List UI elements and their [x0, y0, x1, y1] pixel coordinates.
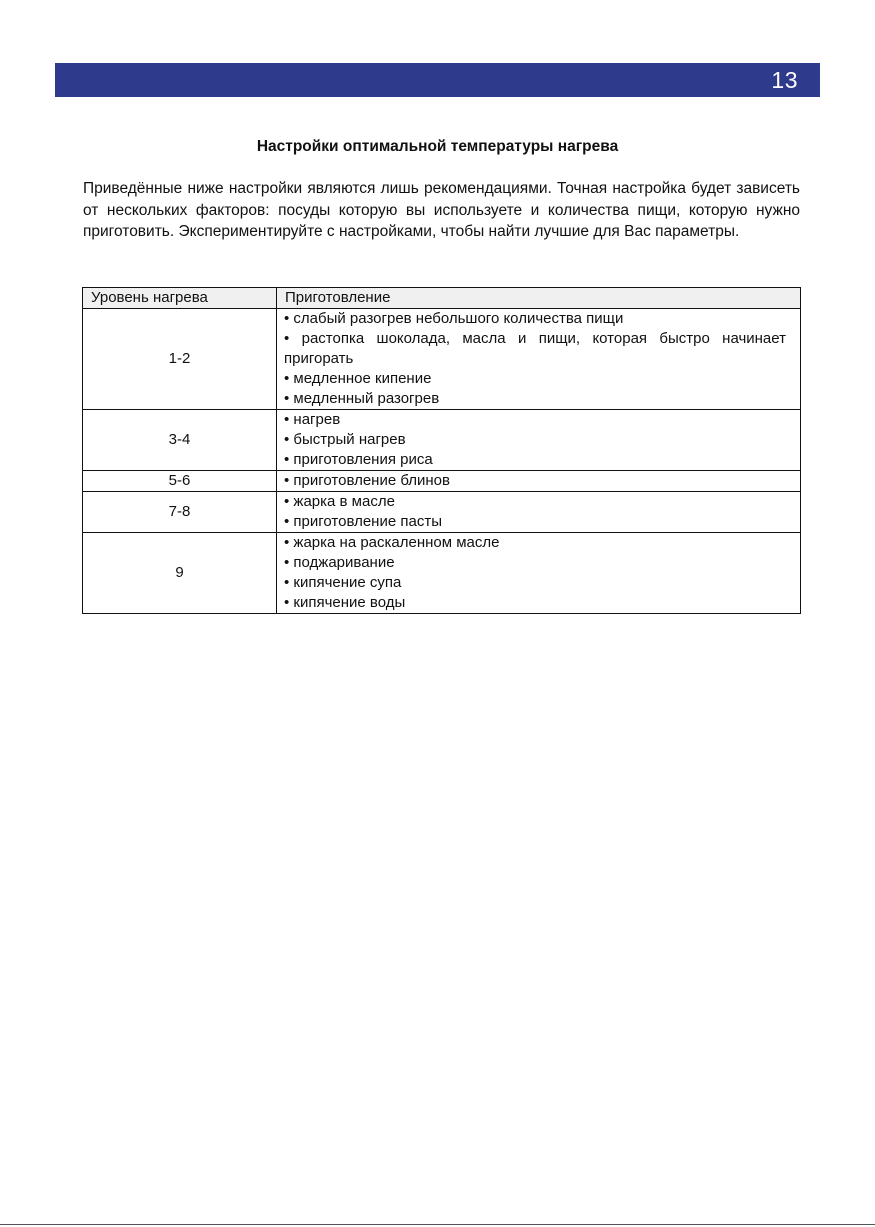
- cooking-item: • приготовление блинов: [284, 472, 450, 489]
- bottom-rule: [0, 1224, 875, 1225]
- cooking-item: • медленный разогрев: [284, 390, 440, 407]
- cooking-item: • жарка в масле: [284, 493, 395, 510]
- table-row: [83, 410, 801, 471]
- intro-paragraph: Приведённые ниже настройки являются лишь рекомендациями. Точная настройка будет зависеть от нескольких факторов: посуды которую вы используете и количества пищи, которую нужно приготовить. Экспериментируйте с настройками, чтобы найти лучшие для Вас параметры.: [83, 180, 800, 240]
- heat-level-cell: 7-8: [83, 492, 277, 533]
- cooking-item: • приготовление пасты: [284, 513, 442, 530]
- cooking-item: • растопка шоколада, масла и пищи, которая быстро начинает пригорать: [284, 330, 786, 367]
- table-row: [83, 492, 801, 533]
- cooking-item: • приготовления риса: [284, 451, 433, 468]
- cooking-item: • поджаривание: [284, 554, 395, 571]
- cooking-cell: [277, 533, 801, 614]
- cooking-item: • быстрый нагрев: [284, 431, 406, 448]
- heat-level-cell: 5-6: [83, 471, 277, 492]
- heat-level-cell: 9: [83, 533, 277, 614]
- column-header-level: Уровень нагрева: [83, 288, 277, 309]
- cooking-cell: [277, 471, 801, 492]
- cooking-item: • медленное кипение: [284, 370, 432, 387]
- table-row: [83, 309, 801, 410]
- cooking-item: • нагрев: [284, 411, 341, 428]
- column-header-cooking: Приготовление: [277, 288, 801, 309]
- cooking-item: • кипячение супа: [284, 574, 402, 591]
- page-number: 13: [771, 67, 798, 93]
- header-bar: [55, 63, 820, 97]
- cooking-cell: [277, 309, 801, 410]
- cooking-cell: [277, 410, 801, 471]
- heat-level-cell: 3-4: [83, 410, 277, 471]
- heat-level-cell: 1-2: [83, 309, 277, 410]
- cooking-item: • кипячение воды: [284, 594, 406, 611]
- cooking-item: • слабый разогрев небольшого количества пищи: [284, 310, 624, 327]
- table-row: [83, 533, 801, 614]
- table-header-row: [83, 288, 801, 309]
- heat-settings-table: [82, 287, 801, 614]
- cooking-cell: [277, 492, 801, 533]
- table-row: [83, 471, 801, 492]
- cooking-item: • жарка на раскаленном масле: [284, 534, 500, 551]
- section-title: Настройки оптимальной температуры нагрева: [256, 138, 619, 155]
